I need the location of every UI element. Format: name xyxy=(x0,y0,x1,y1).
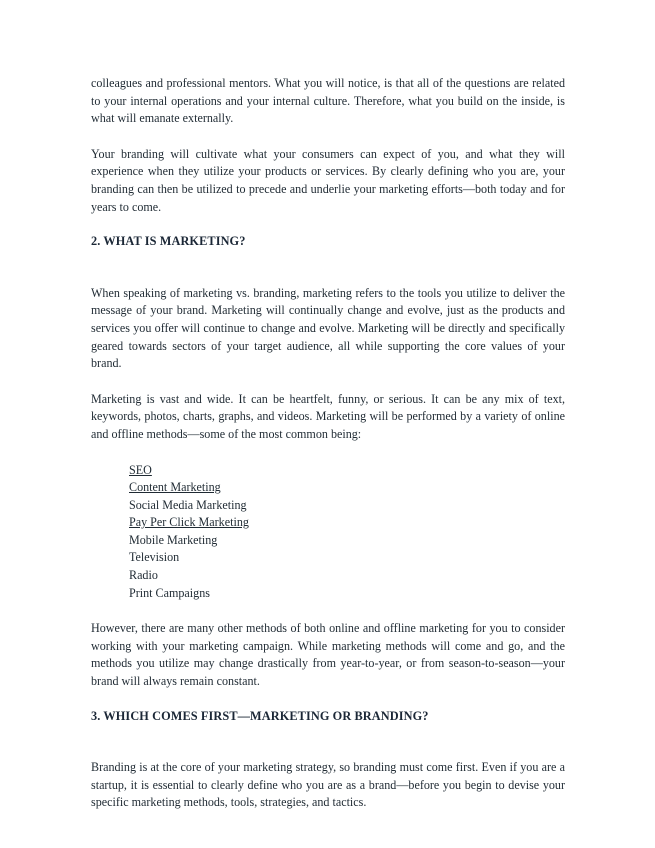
section-heading-which-comes-first: 3. WHICH COMES FIRST—MARKETING OR BRANDING? xyxy=(91,708,429,723)
method-link-seo[interactable]: SEO xyxy=(129,462,152,477)
list-item: Print Campaigns xyxy=(129,585,210,600)
paragraph-marketing-vs-branding: When speaking of marketing vs. branding, marketing refers to the tools you utilize to deliver the message of your brand. Marketing will continually change and evolve, just as the products and services you offer will continue to change and evolve. Marketing will be directly and specifically geared towards sectors of your target audience, all while supporting the core values of your brand. xyxy=(91,285,565,371)
section-heading-what-is-marketing: 2. WHAT IS MARKETING? xyxy=(91,234,246,249)
paragraph-other-methods: However, there are many other methods of both online and offline marketing for you to consider working with your marketing campaign. While marketing methods will come and go, and the methods you utilize may change drastically from year-to-year, or from season-to-season—your brand will always remain constant. xyxy=(91,621,565,689)
marketing-methods-list xyxy=(129,462,565,603)
method-link-content-marketing[interactable]: Content Marketing xyxy=(129,480,221,495)
list-item: Radio xyxy=(129,568,158,583)
list-item[interactable] xyxy=(129,514,565,532)
paragraph-branding-first: Branding is at the core of your marketing strategy, so branding must come first. Even if you are a startup, it is essential to clearly define who you are as a brand—before you begin to devise your specific marketing methods, tools, strategies, and tactics. xyxy=(91,760,565,810)
paragraph-internal-culture: colleagues and professional mentors. What you will notice, is that all of the questions are related to your internal operations and your internal culture. Therefore, what you build on the inside, is what will emanate externally. xyxy=(91,76,565,126)
list-item: Social Media Marketing xyxy=(129,497,247,512)
list-item: Mobile Marketing xyxy=(129,532,218,547)
list-item[interactable] xyxy=(129,462,565,480)
list-item: Television xyxy=(129,550,180,565)
method-link-pay-per-click[interactable]: Pay Per Click Marketing xyxy=(129,515,249,530)
paragraph-marketing-vast: Marketing is vast and wide. It can be heartfelt, funny, or serious. It can be any mix of text, keywords, photos, charts, graphs, and videos. Marketing will be performed by a variety of online and offline methods—some of the most common being: xyxy=(91,391,565,441)
paragraph-branding-cultivates: Your branding will cultivate what your consumers can expect of you, and what they will experience when they utilize your products or services. By clearly defining who you are, your branding can then be utilized to precede and underlie your marketing efforts—both today and for years to come. xyxy=(91,146,565,214)
list-item[interactable] xyxy=(129,479,565,497)
